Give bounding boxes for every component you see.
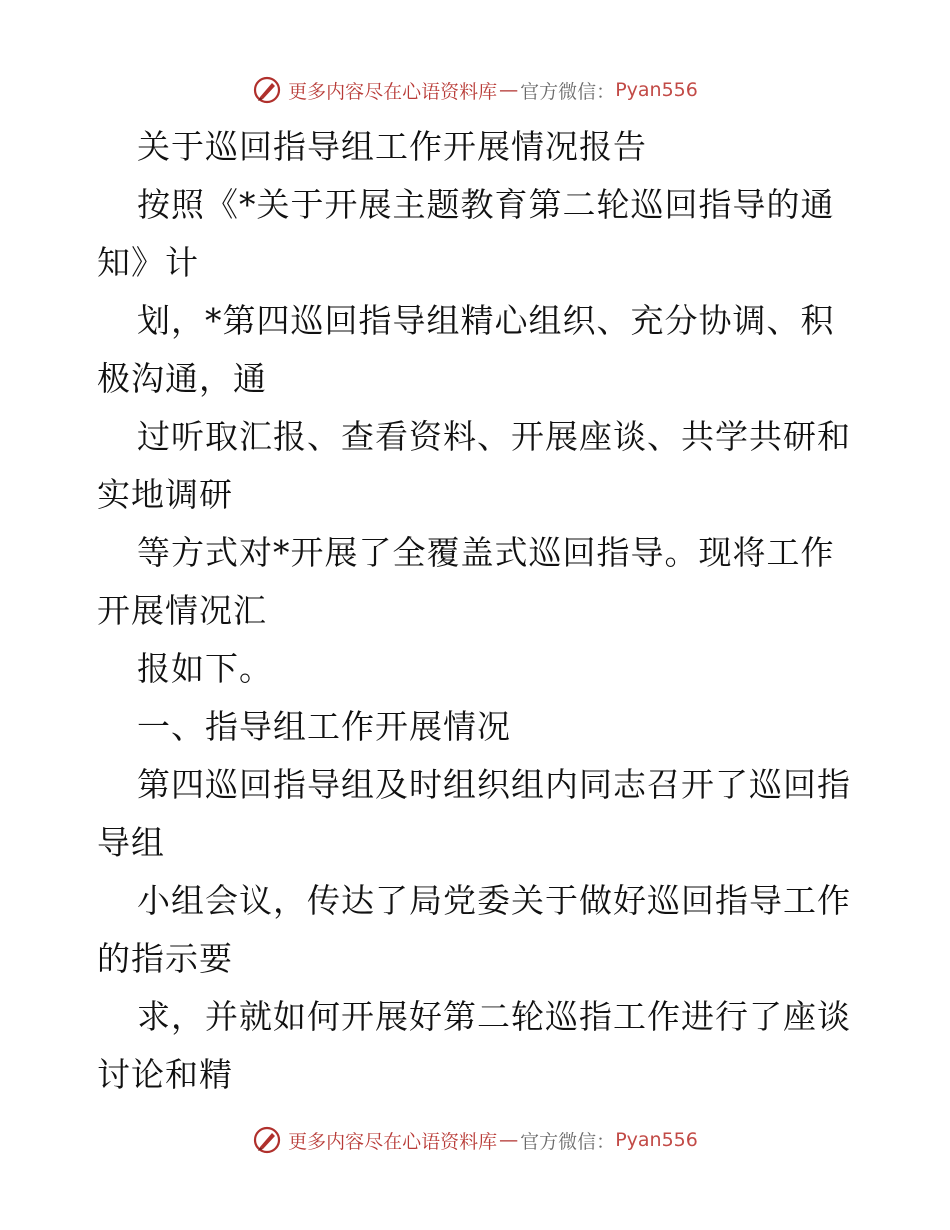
banner-brand-text: 更多内容尽在心语资料库 xyxy=(288,80,498,103)
footer-watermark-banner xyxy=(0,1120,950,1160)
text-line: 报如下。 xyxy=(137,649,273,688)
text-line: 讨论和精 xyxy=(97,1055,233,1094)
banner-wechat-label: 官方微信： xyxy=(520,1130,616,1153)
banner-brand-text: 更多内容尽在心语资料库 xyxy=(288,1130,498,1153)
pen-logo-icon xyxy=(252,1125,282,1155)
banner-wechat-id: Pyan556 xyxy=(615,1129,698,1151)
text-line: 关于巡回指导组工作开展情况报告 xyxy=(137,127,647,166)
text-line: 第四巡回指导组及时组织组内同志召开了巡回指 xyxy=(137,765,851,804)
text-line: 开展情况汇 xyxy=(97,591,267,630)
text-line: 小组会议，传达了局党委关于做好巡回指导工作 xyxy=(137,881,851,920)
document-body xyxy=(97,118,857,1104)
text-line: 等方式对*开展了全覆盖式巡回指导。现将工作 xyxy=(137,533,835,572)
banner-dash: — xyxy=(499,1129,519,1151)
text-line: 按照《*关于开展主题教育第二轮巡回指导的通 xyxy=(137,185,835,224)
pen-logo-icon xyxy=(252,75,282,105)
text-line: 极沟通，通 xyxy=(97,359,267,398)
header-watermark-banner xyxy=(0,70,950,110)
text-line: 划，*第四巡回指导组精心组织、充分协调、积 xyxy=(137,301,835,340)
banner-wechat-label: 官方微信： xyxy=(520,80,616,103)
text-line: 导组 xyxy=(97,823,165,862)
text-line: 的指示要 xyxy=(97,939,233,978)
banner-dash: — xyxy=(499,79,519,101)
banner-wechat-id: Pyan556 xyxy=(615,79,698,101)
text-line: 实地调研 xyxy=(97,475,233,514)
text-line: 一、指导组工作开展情况 xyxy=(137,707,511,746)
text-line: 过听取汇报、查看资料、开展座谈、共学共研和 xyxy=(137,417,851,456)
text-line: 知》计 xyxy=(97,243,199,282)
text-line: 求，并就如何开展好第二轮巡指工作进行了座谈 xyxy=(137,997,851,1036)
